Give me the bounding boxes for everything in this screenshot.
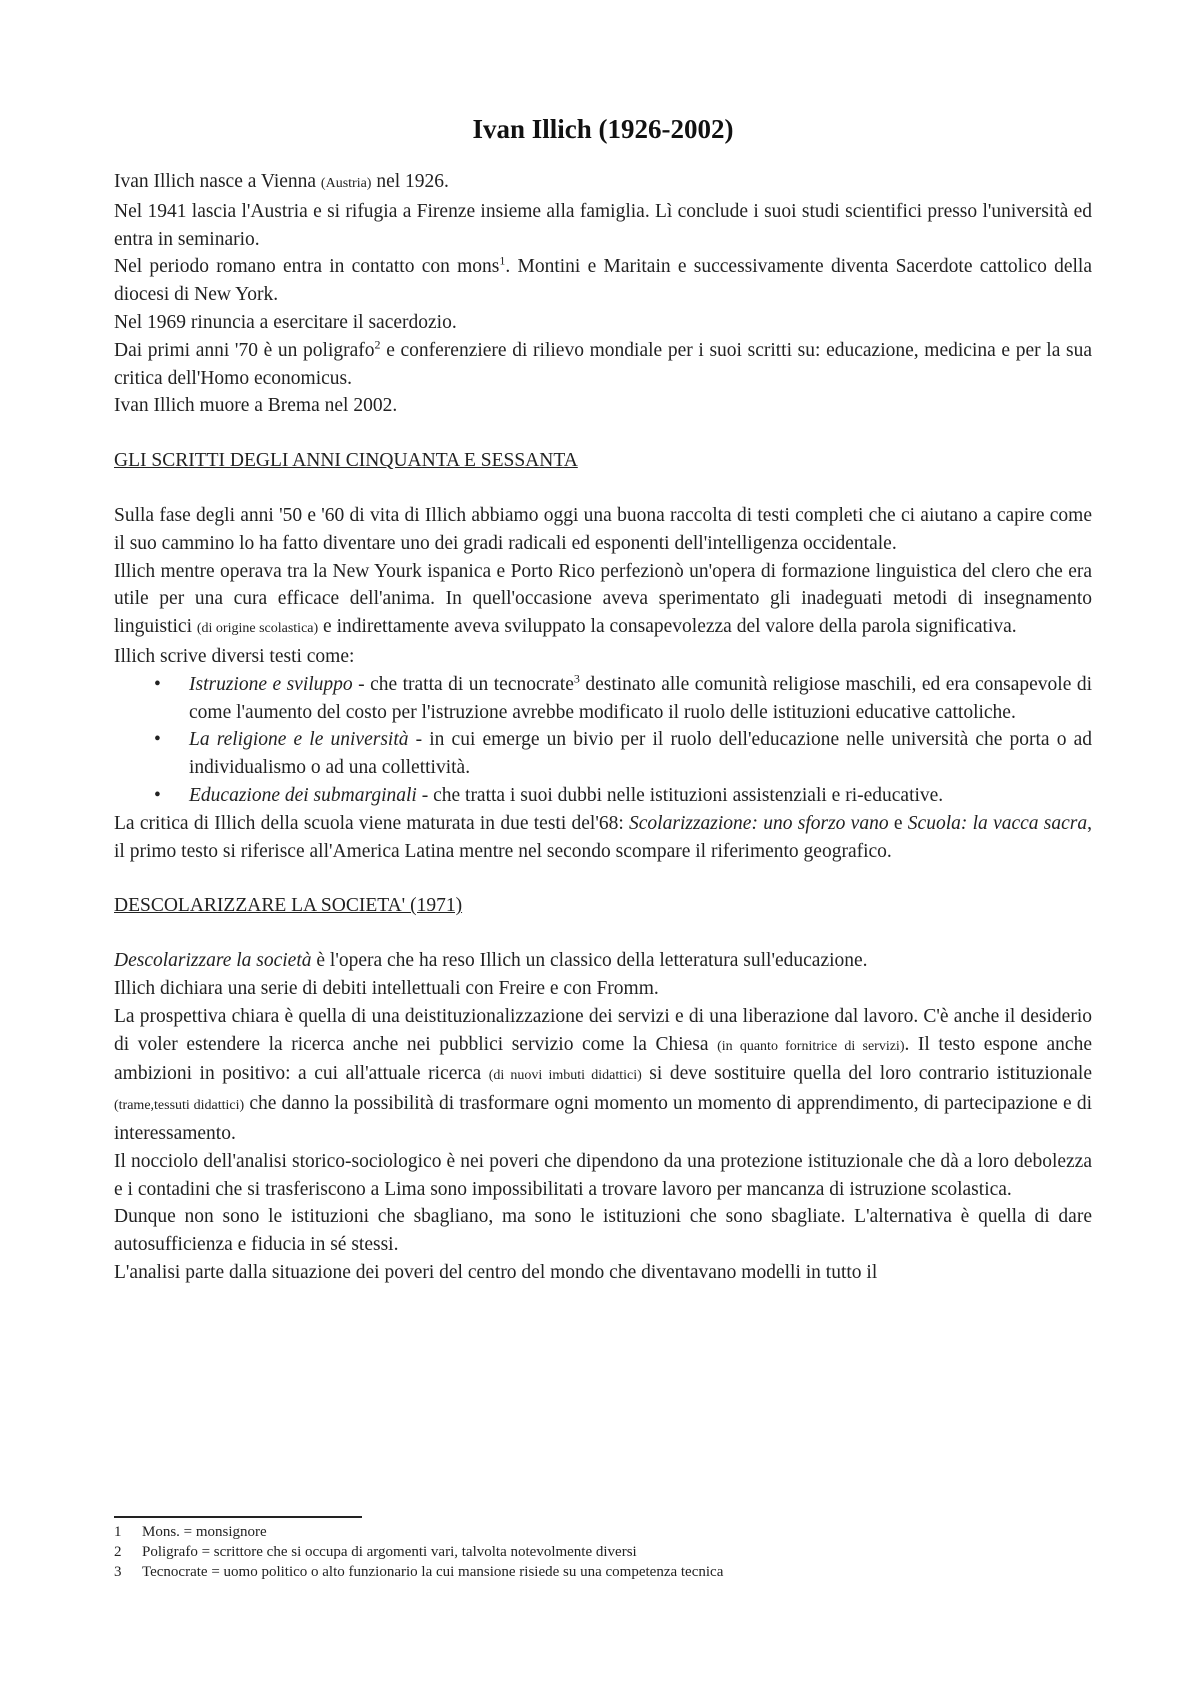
list-item: • La religione e le università - in cui emerge un bivio per il ruolo dell'educazione nelle università che porta o ad individualismo o ad una collettività. [114, 726, 1092, 782]
bio-line: Dai primi anni '70 è un poligrafo$^2$ e conferenziere di rilievo mondiale per i suoi scritti su: educazione, medicina e per la sua critica dell'Homo economicus. [114, 337, 1093, 389]
paragraph: Descolarizzare la società è l'opera che ha reso Illich un classico della letteratura sull'educazione. [114, 950, 868, 972]
paragraph: La critica di Illich della scuola viene maturata in due testi del'68: Scolarizzazione: uno sforzo vano e Scuola: la vacca sacra, il primo testo si riferisce all'America Latina mentre nel secondo scompare il riferimento geografico. [114, 812, 1093, 862]
section-body [114, 947, 1092, 1287]
works-list [114, 671, 1092, 810]
footnotes [114, 1516, 1092, 1582]
paragraph: Il nocciolo dell'analisi storico-sociologico è nei poveri che dipendono da una protezione istituzionale che dà a loro debolezza e i contadini che si trasferiscono a Lima sono impossibilitati a trovare lavoro per mancanza di istruzione scolastica. [114, 1150, 1092, 1200]
document-page [114, 112, 1092, 1287]
bio-section [114, 168, 1092, 420]
footnote: 3 Tecnocrate = uomo politico o alto funzionario la cui mansione risiede su una competenza tecnica [114, 1564, 724, 1580]
list-item: • Educazione dei submarginali - che tratta i suoi dubbi nelle istituzioni assistenziali e ri-educative. [114, 782, 1092, 810]
bio-line: Nel periodo romano entra in contatto con mons$^1$. Montini e Maritain e successivamente diventa Sacerdote cattolico della diocesi di New York. [114, 253, 1092, 306]
bullet-icon: • [154, 673, 161, 695]
paragraph: Illich dichiara una serie di debiti intellettuali con Freire e con Fromm. [114, 977, 659, 999]
bullet-icon: • [154, 729, 161, 751]
footnote: 2 Poligrafo = scrittore che si occupa di argomenti vari, talvolta notevolmente diversi [114, 1544, 637, 1560]
paragraph: Illich scrive diversi testi come: [114, 645, 355, 667]
paragraph: L'analisi parte dalla situazione dei poveri del centro del mondo che diventavano modelli in tutto il [114, 1261, 878, 1283]
section-heading: DESCOLARIZZARE LA SOCIETA' (1971) [114, 895, 463, 917]
bio-line: Nel 1969 rinuncia a esercitare il sacerdozio. [114, 311, 457, 333]
bio-line: Nel 1941 lascia l'Austria e si rifugia a Firenze insieme alla famiglia. Lì conclude i suoi studi scientifici presso l'università ed entra in seminario. [114, 200, 1092, 250]
bio-line: Ivan Illich nasce a Vienna (Austria) nel 1926. [114, 171, 449, 192]
paragraph: Sulla fase degli anni '50 e '60 di vita di Illich abbiamo oggi una buona raccolta di testi completi che ci aiutano a capire come il suo cammino lo ha fatto diventare uno dei gradi radicali ed esponenti dell'intelligenza occidentale. [114, 504, 1092, 554]
footnote-ref: 2 [374, 337, 381, 352]
footnote: 1 Mons. = monsignore [114, 1524, 267, 1540]
paragraph: Dunque non sono le istituzioni che sbagliano, ma sono le istituzioni che sono sbagliate. L'alternativa è quella di dare autosufficienza e fiducia in sé stessi. [114, 1206, 1092, 1256]
paragraph: Illich mentre operava tra la New Yourk ispanica e Porto Rico perfezionò un'opera di formazione linguistica del clero che era utile per una cura efficace dell'anima. In quell'occasione aveva sperimentato gli inadeguati metodi di insegnamento linguistici (di origine scolastica) e indirettamente aveva sviluppato la consapevolezza del valore della parola significativa. [114, 560, 1092, 638]
footnote-divider [114, 1516, 362, 1518]
section-body [114, 502, 1092, 865]
paragraph: La prospettiva chiara è quella di una deistituzionalizzazione dei servizi e di una liberazione dal lavoro. C'è anche il desiderio di voler estendere la ricerca anche nei pubblici servizio come la Chiesa (in quanto fornitrice di servizi). Il testo espone anche ambizioni in positivo: a cui all'attuale ricerca (di nuovi imbuti didattici) si deve sostituire quella del loro contrario istituzionale (trame,tessuti didattici) che danno la possibilità di trasformare ogni momento un momento di apprendimento, di partecipazione e di interessamento. [114, 1005, 1092, 1144]
section-heading: GLI SCRITTI DEGLI ANNI CINQUANTA E SESSANTA [114, 450, 578, 472]
footnote-ref: 1 [499, 253, 506, 268]
page-title: Ivan Illich (1926-2002) [472, 114, 734, 144]
list-item: • Istruzione e sviluppo - che tratta di un tecnocrate$^3$ destinato alle comunità religiose maschili, ed era consapevole di come l'aumento del costo per l'istruzione avrebbe modificato il ruolo delle istituzioni educative cattoliche. [154, 671, 1092, 723]
bio-line: Ivan Illich muore a Brema nel 2002. [114, 395, 398, 417]
bullet-icon: • [154, 784, 161, 806]
footnote-ref: 3 [573, 671, 580, 686]
